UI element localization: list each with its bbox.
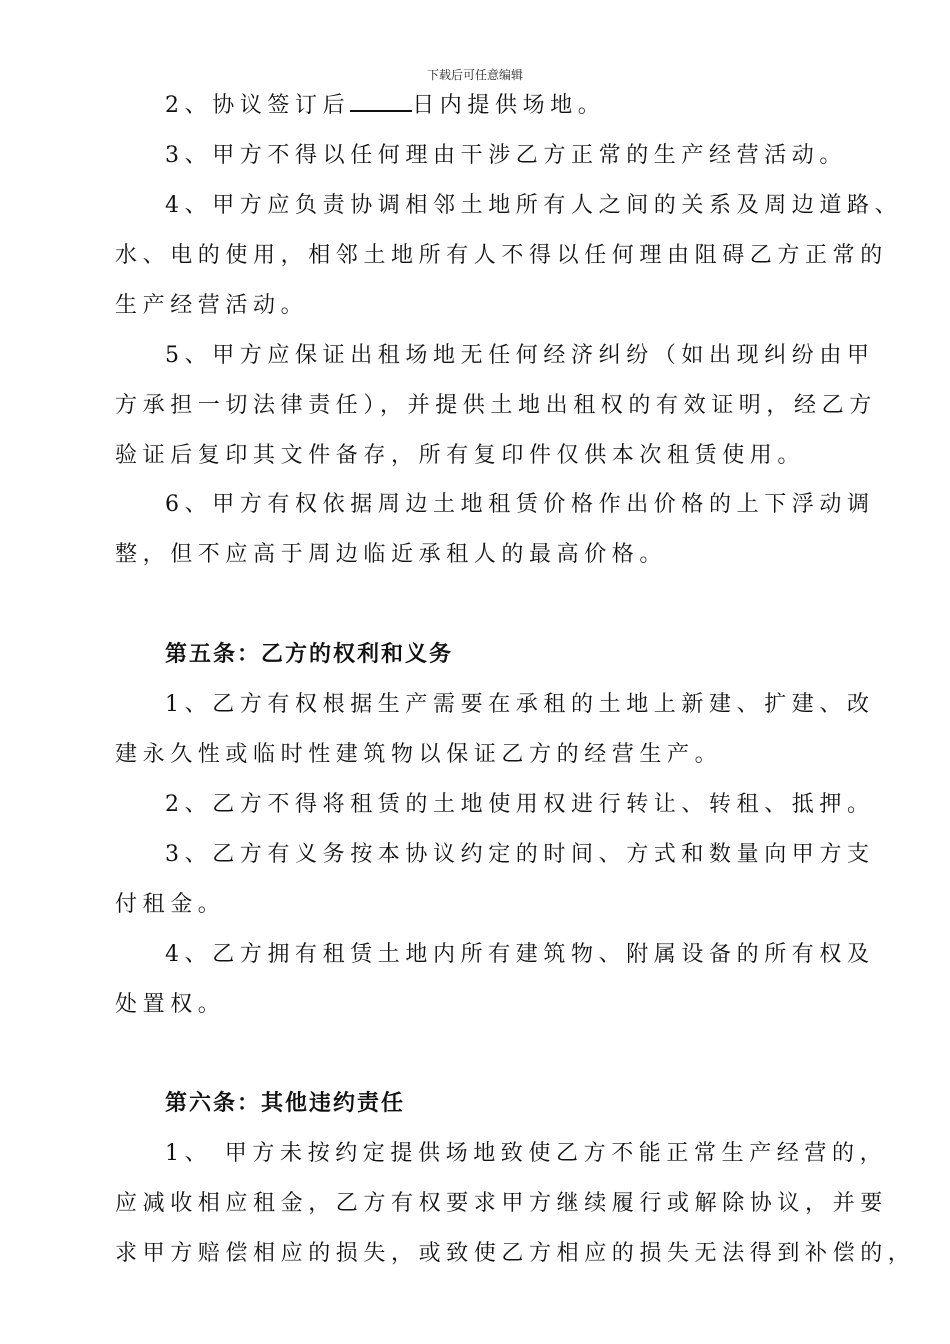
clause-line: 3、乙方有义务按本协议约定的时间、方式和数量向甲方支 — [165, 842, 875, 867]
clause-line: 水、电的使用，相邻土地所有人不得以任何理由阻碍乙方正常的 — [115, 243, 888, 268]
clause-line: 建永久性或临时性建筑物以保证乙方的经营生产。 — [115, 742, 723, 767]
clause-line: 付租金。 — [115, 892, 226, 917]
clause-line: 4、乙方拥有租赁土地内所有建筑物、附属设备的所有权及 — [165, 942, 875, 967]
clause-line: 求甲方赔偿相应的损失，或致使乙方相应的损失无法得到补偿的， — [115, 1241, 916, 1266]
clause-line: 整，但不应高于周边临近承租人的最高价格。 — [115, 542, 668, 567]
clause-line: 1、 甲方未按约定提供场地致使乙方不能正常生产经营的， — [165, 1141, 888, 1166]
clause-line: 2、乙方不得将租赁的土地使用权进行转让、转租、抵押。 — [165, 792, 875, 817]
section-heading: 第五条：乙方的权利和义务 — [165, 642, 454, 667]
clause-line: 方承担一切法律责任），并提供土地出租权的有效证明，经乙方 — [115, 393, 877, 418]
fill-in-blank — [350, 90, 412, 112]
clause-line: 应减收相应租金，乙方有权要求甲方继续履行或解除协议，并要 — [115, 1191, 888, 1216]
clause-line: 5、甲方应保证出租场地无任何经济纠纷（如出现纠纷由甲 — [165, 343, 875, 368]
clause-line: 1、乙方有权根据生产需要在承租的土地上新建、扩建、改 — [165, 692, 875, 717]
clause-line: 3、甲方不得以任何理由干涉乙方正常的生产经营活动。 — [165, 143, 847, 168]
clause-line: 处置权。 — [115, 992, 226, 1017]
clause-line — [165, 90, 895, 121]
clause-line: 4、甲方应负责协调相邻土地所有人之间的关系及周边道路、 — [165, 193, 903, 218]
clause-text: 日内提供场地。 — [412, 93, 606, 118]
clause-line: 验证后复印其文件备存，所有复印件仅供本次租赁使用。 — [115, 443, 806, 468]
clause-line: 生产经营活动。 — [115, 293, 309, 318]
clause-text: 2、协议签订后 — [165, 93, 351, 118]
clause-line: 6、甲方有权依据周边土地租赁价格作出价格的上下浮动调 — [165, 492, 875, 517]
header-note: 下载后可任意编辑 — [426, 68, 523, 82]
section-heading: 第六条：其他违约责任 — [165, 1091, 406, 1116]
